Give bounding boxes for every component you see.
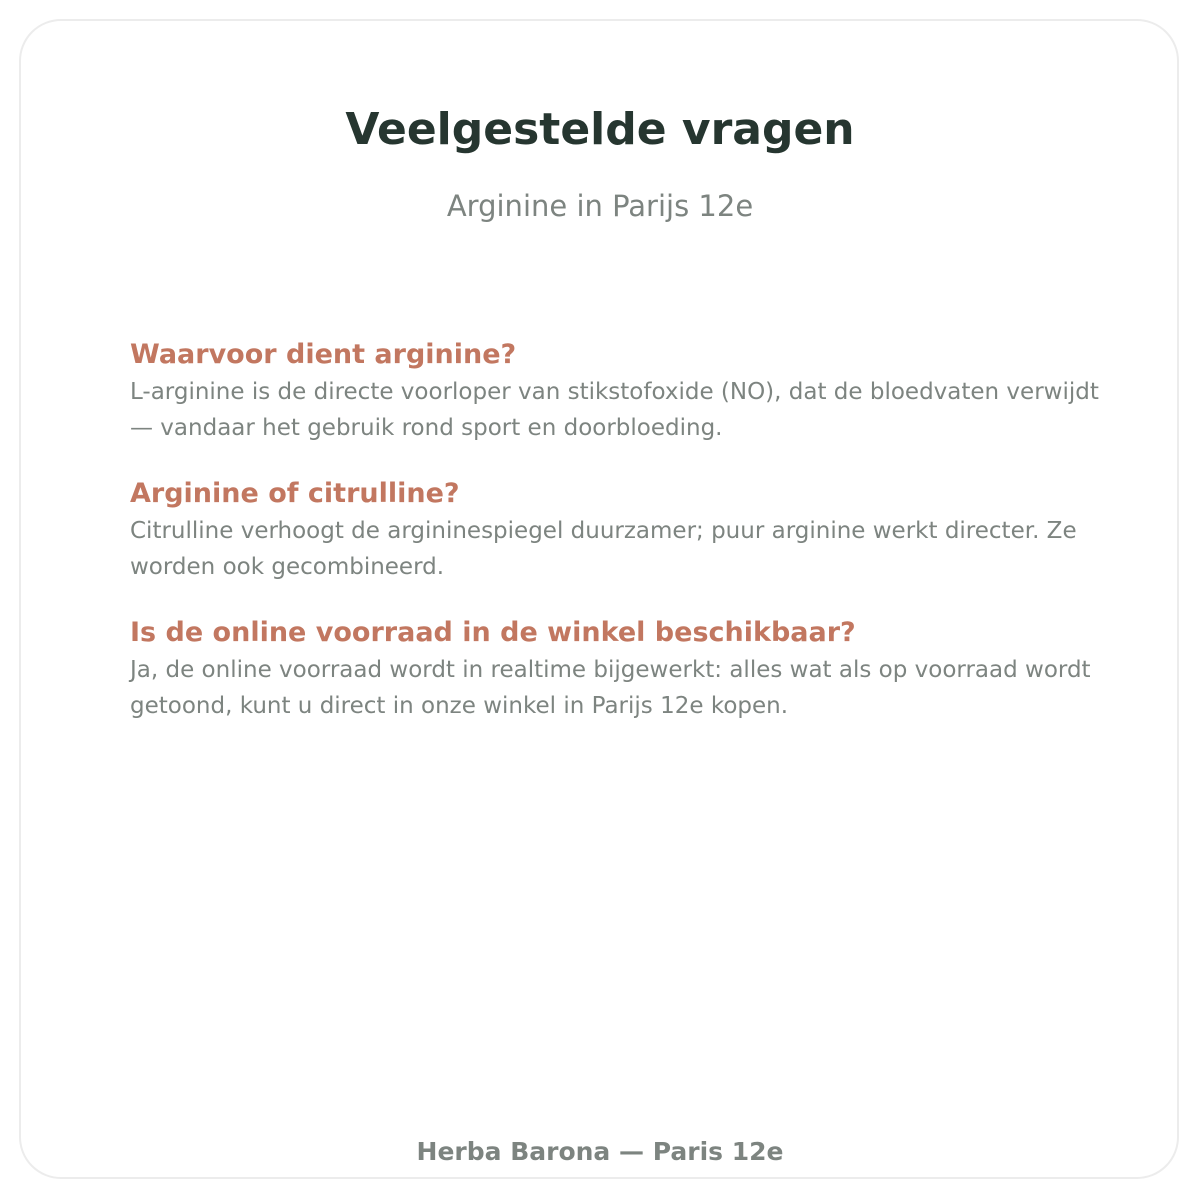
- faq-item: [130, 475, 1120, 585]
- faq-question: Waarvoor dient arginine?: [130, 339, 517, 370]
- faq-answer: L-arginine is de directe voorloper van stikstofoxide (NO), dat de bloedvaten verwijdt — vandaar het gebruik rond sport en doorbloeding.: [130, 379, 1099, 441]
- faq-answer: Citrulline verhoogt de argininespiegel duurzamer; puur arginine werkt directer. Ze worden ook gecombineerd.: [130, 518, 1077, 580]
- faq-answer: Ja, de online voorraad wordt in realtime bijgewerkt: alles wat als op voorraad wordt getoond, kunt u direct in onze winkel in Parijs 12e kopen.: [130, 657, 1091, 719]
- faq-item: [130, 614, 1120, 724]
- faq-question: Arginine of citrulline?: [130, 478, 460, 509]
- faq-question: Is de online voorraad in de winkel beschikbaar?: [130, 617, 856, 648]
- page-subtitle: Arginine in Parijs 12e: [446, 189, 754, 223]
- faq-item: [130, 336, 1120, 446]
- page-title: Veelgestelde vragen: [345, 104, 855, 155]
- footer-brand: Herba Barona — Paris 12e: [416, 1137, 784, 1166]
